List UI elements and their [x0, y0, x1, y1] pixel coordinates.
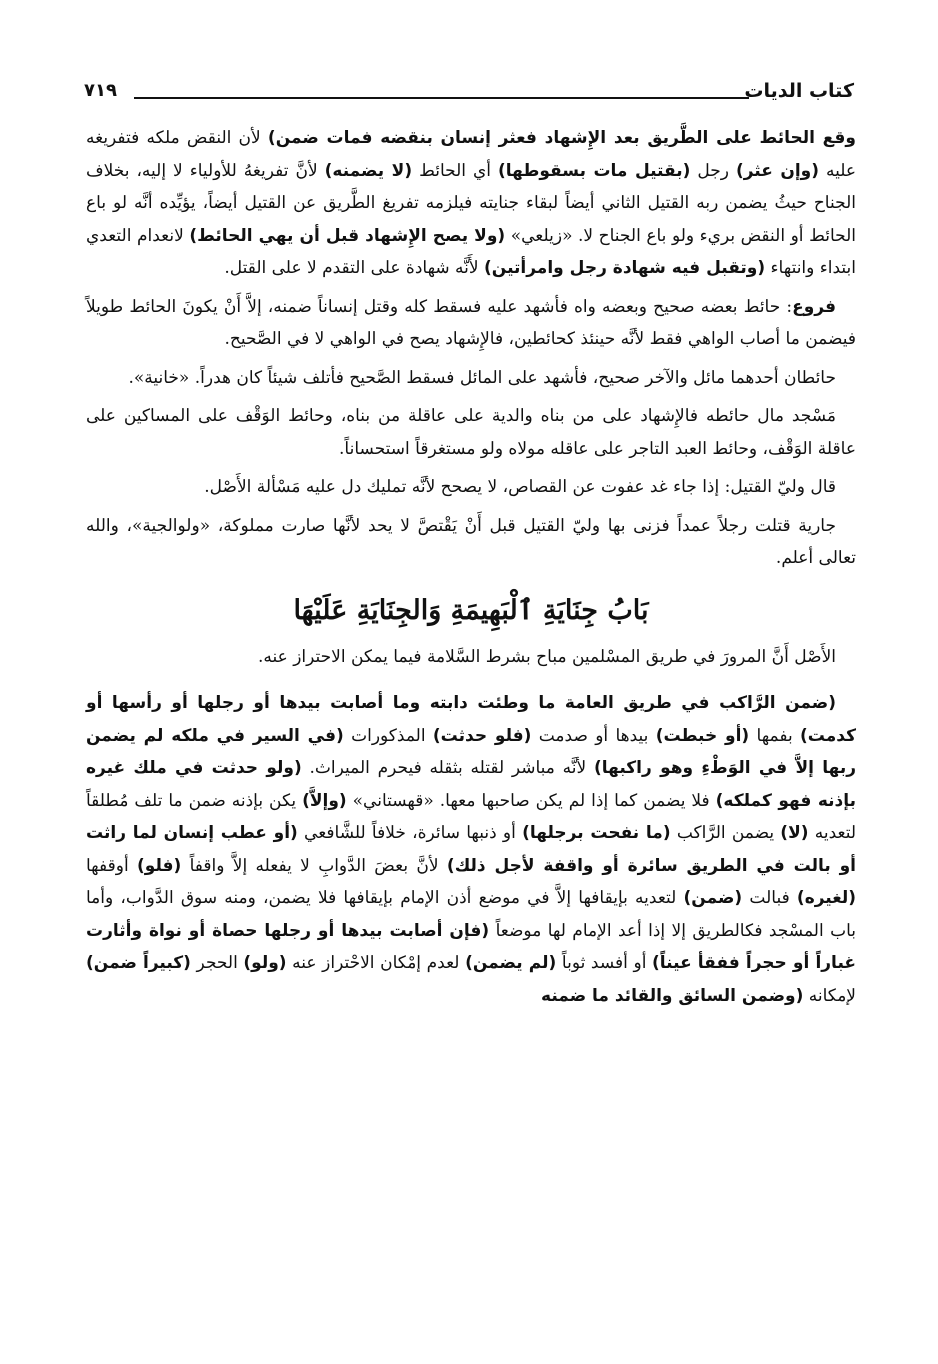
matn-text: (ضمن): [683, 888, 743, 908]
paragraph-continuation: [86, 122, 856, 285]
matn-text: (ما نفحت برجلها): [522, 823, 671, 843]
sharh-text: لانعدام التعدي ابتداء وانتهاء: [86, 225, 856, 278]
matn-text: (وإن عثر): [735, 160, 819, 181]
paragraph-slave-girl: جارية قتلت رجلاً عمداً فزنى بها وليّ القتيل قبل أَنْ يَقْتصَّ لا يحد لأنَّها صارت مملوكة، «ولوالجية»، والله تعالى أعلم.: [86, 515, 856, 568]
sharh-text: أوقفها: [86, 855, 138, 876]
sharh-text: لعدم إمْكان الاحْتراز عنه: [286, 953, 466, 973]
paragraph-two-walls: حائطان أحدهما مائل والآخر صحيح، فأشهد على المائل فسقط الصَّحيح فأتلف شيئاً كان هدراً. «خانية».: [128, 367, 836, 388]
sharh-text: أو أفسد ثوباً: [556, 953, 653, 973]
sharh-text: لأن النقض ملكه فتفريغه عليه: [86, 128, 856, 181]
sharh-text: فبالت: [742, 888, 797, 908]
sharh-text: أي الحائط: [412, 160, 498, 181]
page-header: [84, 70, 854, 110]
paragraph-mosque-wall: مَسْجد مال حائطه فالإِشهاد على من بناه والدية على عاقلة من بناه، وحائط الوَقْف على المساكين على عاقلة الوَقْف، وحائط العبد التاجر على عاقله مولاه ولو مستغرقاً استحساناً.: [86, 406, 856, 459]
sharh-text: لأنَّ بعضَ الدَّوابِ لا يفعله إلاَّ واقفاً: [181, 855, 447, 876]
matn-text: (بقتيل مات بسقوطها): [498, 160, 691, 181]
matn-text: (في السير في ملكه لم يضمن ربها إلاَّ في الوَطْءِ وهو راكبها): [86, 725, 856, 778]
matn-text: (أو خبطت): [655, 725, 750, 746]
matn-text: (فلو): [137, 855, 182, 876]
matn-text: (وضمن السائق والقائد ما ضمنه: [541, 985, 804, 1006]
matn-text: فروع: [792, 296, 836, 317]
sharh-text: الحجر: [190, 953, 244, 973]
sharh-text: المذكورات: [343, 725, 433, 746]
sharh-text: : حائط بعضه صحيح وبعضه واه فأشهد عليه فسقط كله وقتل إنساناً ضمنه، إلاَّ أَنْ يكونَ الحائط طويلاً فيضمن ما أصاب الواهي فقط لأنَّه حينئذ كحائطين، فالإِشهاد يصح في الواهي لا في الصَّحيح.: [86, 296, 856, 349]
sharh-text: لأَنَّه شهادة على التقدم لا على القتل.: [224, 258, 485, 278]
sharh-text: بفمها: [749, 725, 800, 746]
matn-text: (أو عطب إنسان لما راثت أو بالت في الطريق سائرة أو واقفة لأجل ذلك): [86, 823, 856, 876]
sharh-text: فلا يضمن كما إذا لم يكن صاحبها معها. «قهستاني»: [346, 790, 716, 811]
matn-text: (وإلاَّ): [302, 790, 347, 811]
sharh-text: لتعديه بإيقافها إلاَّ في موضع أذن الإمام بإيقافها فلا يضمن، ومنه سوق الدَّواب، وأما باب المسْجد فكالطريق إلا إذا أعد الإمام لها موضعاً: [86, 888, 856, 941]
matn-text: (لغيره): [796, 888, 856, 908]
matn-text: (ولو): [243, 953, 287, 973]
sharh-text: يكن بإذنه ضمن ما تلف مُطلقاً لتعديه: [86, 790, 856, 843]
paragraph-rider-liability: [86, 687, 856, 1012]
sharh-text: لأنَّ تفريغهُ للأولياء لا إليه، بخلاف الجناح حيثُ يضمن ربه القتيل الثاني أيضاً لبقاء جنايته فيلزمه تفريغ الطَّريق عن القتيل أيضاً، يؤيِّده أنَّه لو باع الحائط أو النقض بريء ولو باع الجناح لا. «زيلعي»: [86, 160, 856, 246]
running-title: كتاب الديات: [744, 80, 854, 102]
matn-text: وقع الحائط على الطَّريق بعد الإِشهاد فعثر إنسان بنقضه فمات ضمن): [267, 128, 856, 148]
paragraph-guardian: قال وليّ القتيل: إذا جاء غد عفوت عن القصاص، لا يصحح لأنَّه تمليك دل عليه مَسْألة الأَصْل.: [204, 477, 836, 497]
matn-text: (لا يضمنه): [324, 160, 413, 181]
matn-text: (فإن أصابت بيدها أو رجلها حصاة أو نواة وأثارت غباراً أو حجراً ففقأ عيناً): [86, 920, 856, 973]
sharh-text: أو ذنبها سائرة، خلافاً للشَّافعي: [297, 823, 523, 843]
matn-text: (كبيراً ضمن): [86, 953, 191, 973]
sharh-text: لإمكانه: [803, 985, 856, 1006]
sharh-text: يضمن الرَّاكب: [670, 823, 781, 843]
matn-text: (ولا يصح الإِشهاد قبل أن يهي الحائط): [189, 225, 506, 246]
sharh-text: لأنَّه مباشر لقتله بثقله فيحرم الميراث.: [301, 758, 594, 778]
paragraph-principle: الأَصْل أَنَّ المرورَ في طريق المسْلمين مباح بشرط السَّلامة فيما يمكن الاحتراز عنه.: [258, 646, 836, 667]
matn-text: (وتقبل فيه شهادة رجل وامرأتين): [484, 258, 766, 278]
sharh-text: رجل: [690, 160, 736, 181]
header-rule: [134, 97, 749, 99]
matn-text: (ضمن الرَّاكب في طريق العامة ما وطئت دابته وما أصابت بيدها أو رجلها أو رأسها أو كدمت): [86, 693, 856, 746]
page-number: ٧١٩: [84, 80, 117, 101]
chapter-heading: بَابُ جِنَايَةِ ٱلْبَهِيمَةِ وَالجِنَايَةِ عَلَيْهَا: [293, 594, 649, 626]
paragraph-furu: [86, 291, 856, 356]
matn-text: (ولو حدثت في ملك غيره بإذنه فهو كملكه): [86, 758, 856, 811]
page-body: [86, 122, 856, 1012]
matn-text: (فلو حدثت): [432, 725, 532, 746]
matn-text: (لم يضمن): [465, 953, 557, 973]
matn-text: (لا): [780, 823, 809, 843]
sharh-text: بيدها أو صدمت: [531, 725, 656, 746]
